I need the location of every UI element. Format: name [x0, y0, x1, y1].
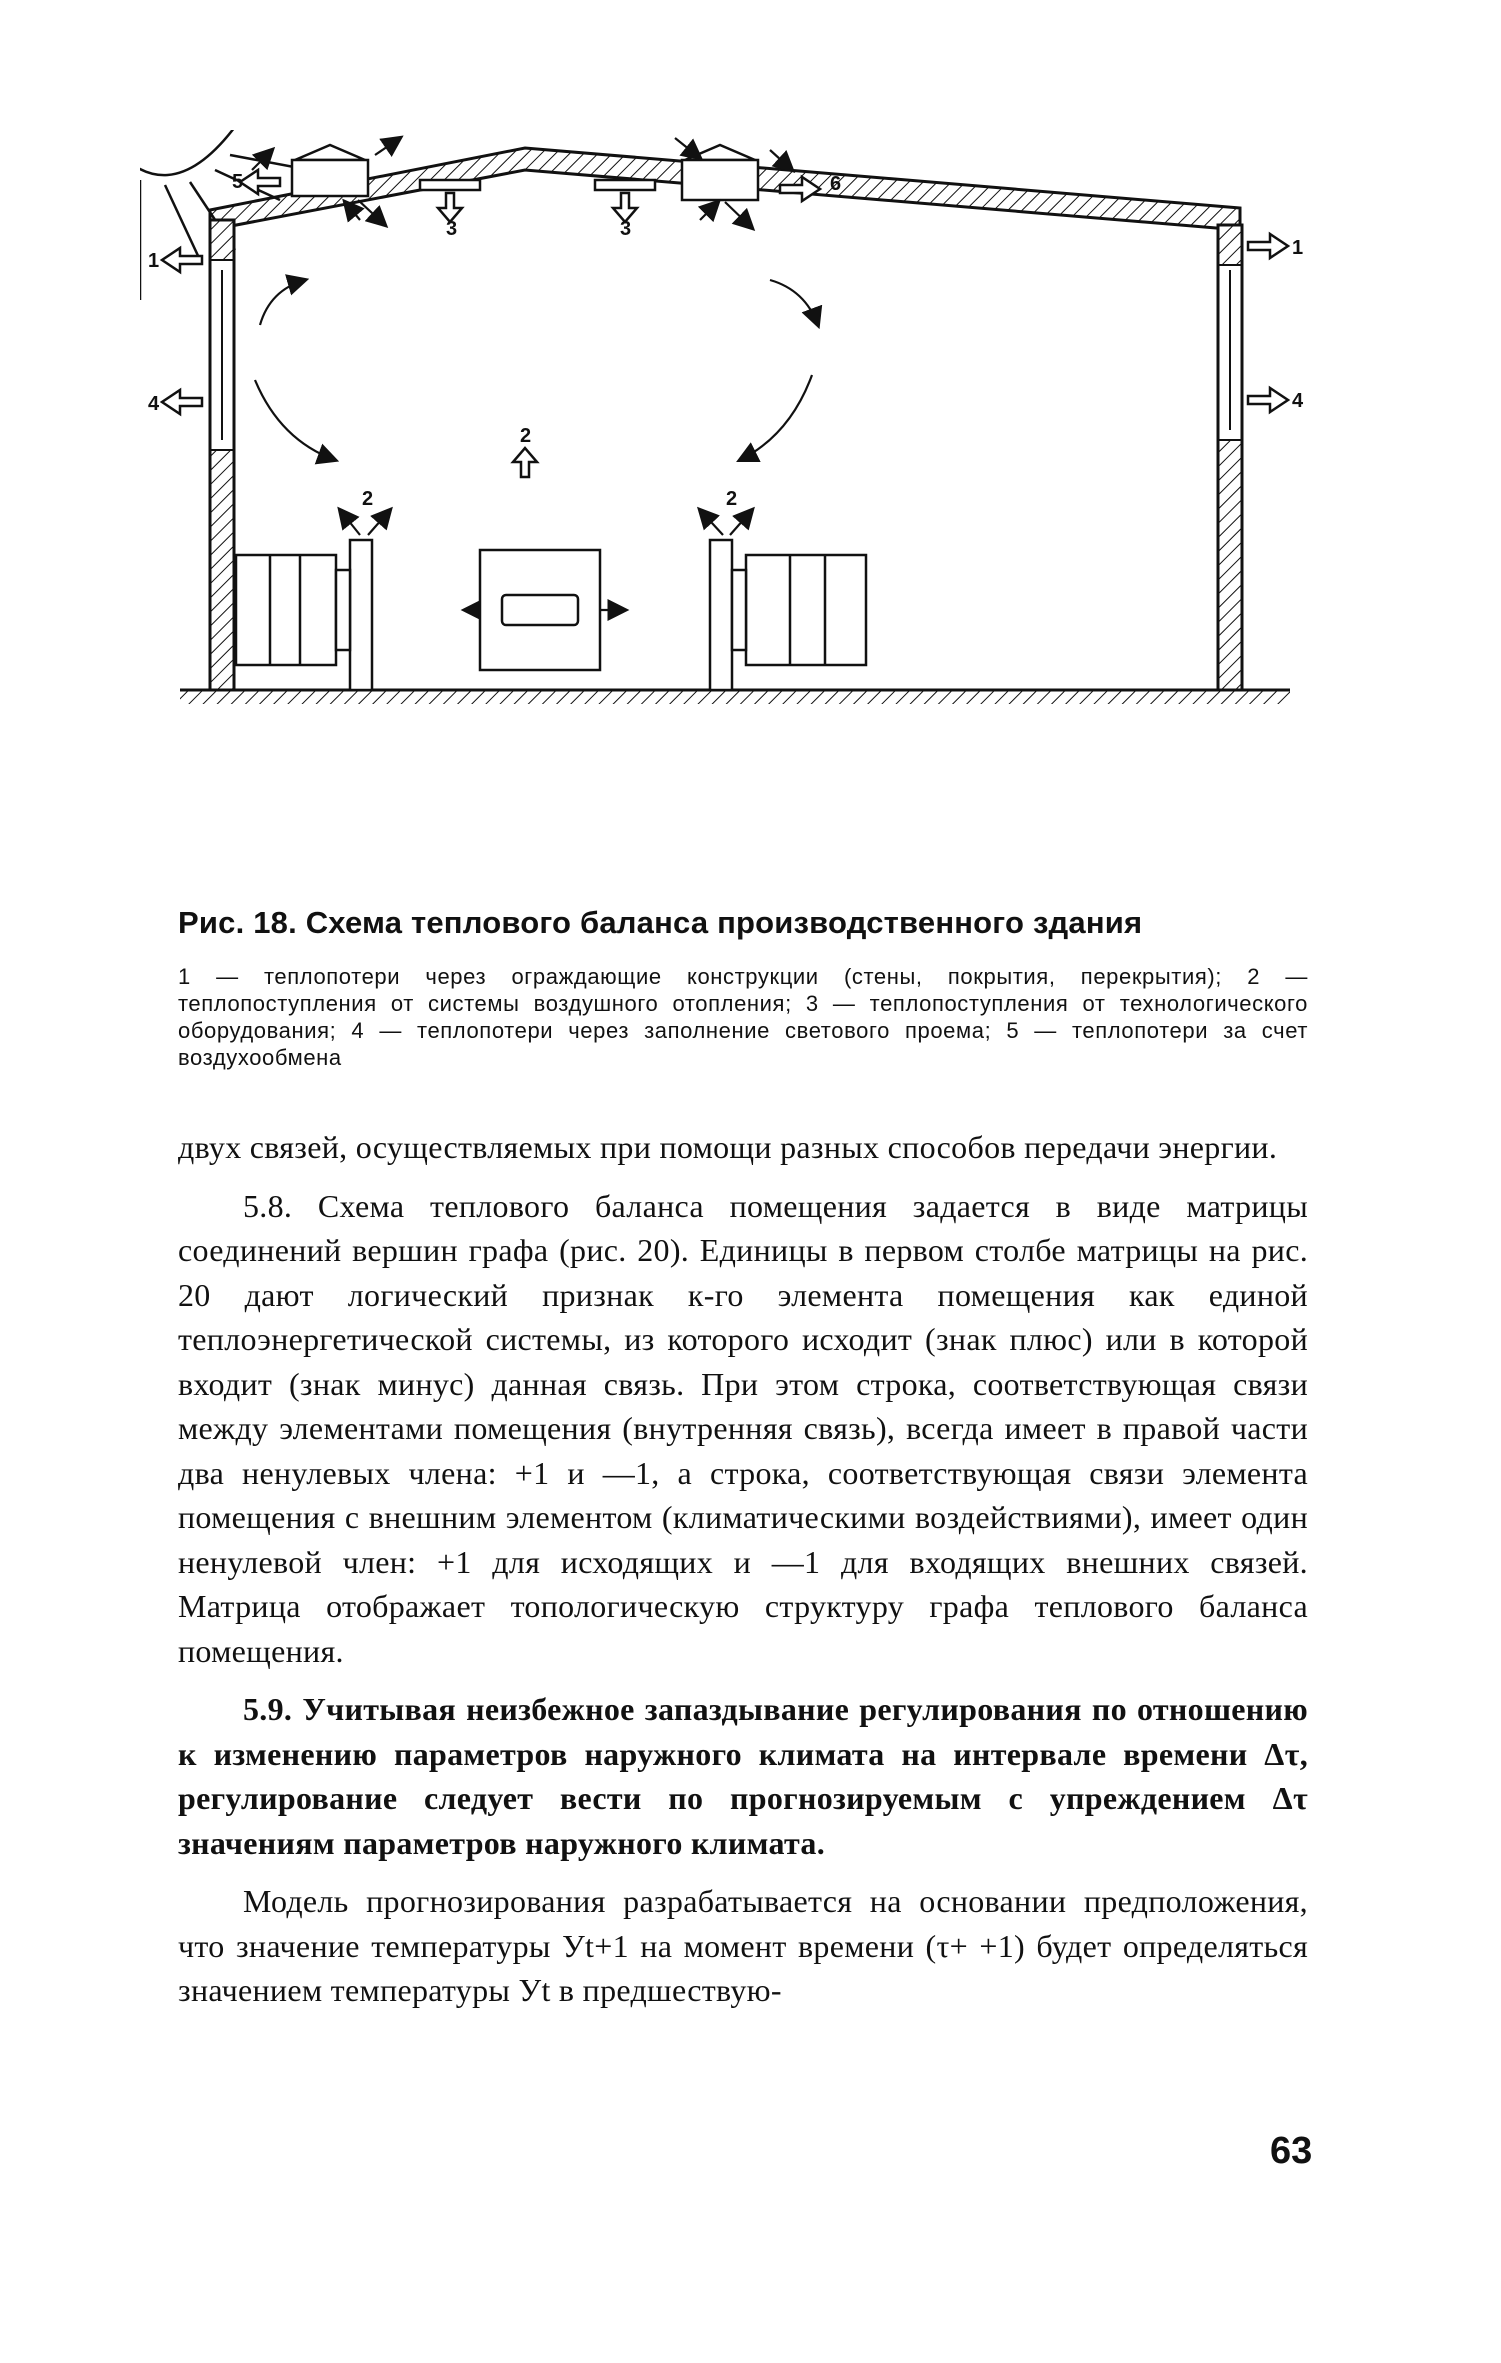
roof-ventilator-left: [292, 145, 368, 196]
label-4-left: 4: [148, 393, 160, 415]
equipment-left: [236, 555, 350, 665]
floor: [180, 690, 1290, 704]
air-heater-left: [350, 540, 372, 690]
label-1-right: 1: [1292, 237, 1304, 259]
label-1-left: 1: [148, 250, 160, 272]
air-heater-right: [710, 540, 732, 690]
paragraph-5-8: 5.8. Схема теплового баланса помещения задается в виде матрицы соединений вершин графа (рис. 20). Единицы в первом столбе матрицы на рис. 20 дают логический признак к-го элемента помещения как единой теплоэнергетической системы, из которого исходит (знак плюс) или в которой входит (знак минус) данная связь. При этом строка, соответствующая связи между элементами помещения (внутренняя связь), всегда имеет в правой части два ненулевых члена: +1 и —1, а строка, соответствующая связи элемента помещения с внешним элементом (климатическими воздействиями), имеет один ненулевой член: +1 для исходящих и —1 для входящих внешних связей. Матрица отображает топологическую структуру графа теплового баланса помещения.: [178, 1187, 1308, 1669]
diagram-svg: [140, 130, 1370, 890]
figure-caption: [178, 905, 1308, 1071]
paragraph-5-9: 5.9. Учитывая неизбежное запаздывание регулирования по отношению к изменению параметров наружного климата на интервале времени Δτ, регулирование следует вести по прогнозируемым с упреждением Δτ значениям параметров наружного климата.: [178, 1691, 1308, 1861]
ceiling-fixture-left: [420, 180, 480, 190]
label-5-left: 5: [232, 171, 244, 193]
equipment-right: [732, 555, 866, 665]
label-2-center: 2: [520, 425, 532, 447]
label-3-left: 3: [446, 218, 458, 240]
page-number: 63: [1270, 2130, 1313, 2172]
label-3-right: 3: [620, 218, 632, 240]
paragraph-model: Модель прогнозирования разрабатывается на основании предположения, что значение температуры Уt+1 на момент времени (τ+ +1) будет определяться значением температуры Уt в предшествую-: [178, 1883, 1308, 2008]
process-equipment-center: [480, 550, 600, 670]
label-6-right: 6: [830, 173, 842, 195]
paragraph-1: двух связей, осуществляемых при помощи разных способов передачи энергии.: [178, 1129, 1278, 1165]
body-text: [178, 1125, 1308, 2013]
label-2-left: 2: [362, 488, 374, 510]
label-2-right: 2: [726, 488, 738, 510]
caption-legend: 1 — теплопотери через ограждающие конструкции (стены, покрытия, перекрытия); 2 — теплопоступления от системы воздушного отопления; 3 — теплопоступления от технологического оборудования; 4 — теплопотери через заполнение светового проема; 5 — теплопотери за счет воздухообмена: [178, 964, 1308, 1070]
building-heat-balance-diagram: [140, 130, 1370, 890]
ceiling-fixture-right: [595, 180, 655, 190]
label-4-right: 4: [1292, 390, 1304, 412]
caption-title: Рис. 18. Схема теплового баланса производственного здания: [178, 905, 1143, 940]
